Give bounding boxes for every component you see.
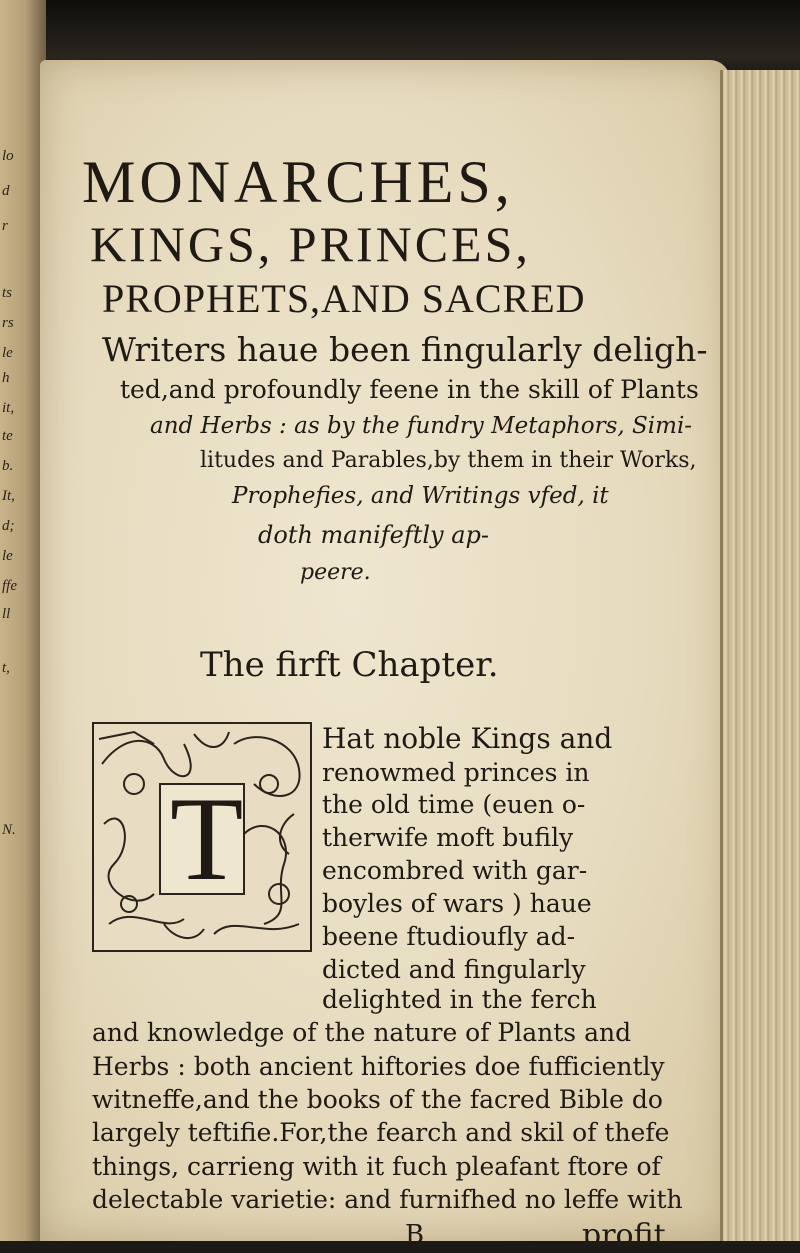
body-line: therwife moft bufily	[322, 823, 574, 852]
margin-fragment: rs	[2, 315, 14, 331]
heading-line-2: KINGS, PRINCES,	[90, 216, 531, 272]
body-line: delighted in the ferch	[322, 985, 597, 1014]
margin-fragment: ts	[2, 285, 13, 301]
heading-line-1: MONARCHES,	[82, 149, 514, 215]
chapter-title: The firft Chapter.	[200, 645, 499, 685]
margin-fragment: h	[2, 370, 10, 386]
body-line: and knowledge of the nature of Plants and	[92, 1018, 632, 1047]
subheading-line: Prophefies, and Writings vfed, it	[232, 483, 609, 509]
margin-fragment: te	[2, 428, 13, 444]
body-line: dicted and fingularly	[322, 955, 586, 984]
body-line: encombred with gar-	[322, 856, 588, 885]
decorated-initial	[92, 722, 312, 952]
body-line: things, carrieng with it fuch pleafant ftore of	[92, 1152, 661, 1181]
margin-fragment: d;	[2, 518, 15, 534]
margin-fragment: b.	[2, 458, 14, 474]
margin-fragment: it,	[2, 400, 15, 416]
heading-line-3: PROPHETS,AND SACRED	[102, 276, 586, 321]
margin-fragment: It,	[2, 488, 15, 504]
subheading-line: ted,and profoundly feene in the skill of Plants	[120, 375, 699, 404]
body-line: largely teftifie.For,the fearch and skil of thefe	[92, 1118, 670, 1147]
initial-letter: T	[170, 772, 244, 905]
body-line: Herbs : both ancient hiftories doe fufficiently	[92, 1052, 665, 1081]
margin-fragment: le	[2, 345, 13, 361]
body-line: boyles of wars ) haue	[322, 889, 592, 918]
margin-fragment: le	[2, 548, 13, 564]
margin-fragment: r	[2, 218, 8, 234]
body-line: the old time (euen o-	[322, 790, 586, 819]
margin-fragment: ffe	[2, 578, 17, 594]
margin-fragment: lo	[2, 148, 14, 164]
subheading-line: litudes and Parables,by them in their Works,	[200, 448, 697, 473]
catchword: profit	[582, 1218, 666, 1253]
body-line: Hat noble Kings and	[322, 722, 613, 755]
margin-fragment: ll	[2, 606, 11, 622]
body-line: delectable varietie: and furnifhed no leffe with	[92, 1185, 683, 1214]
margin-fragment: t,	[2, 660, 10, 676]
body-line: witneffe,and the books of the facred Bible do	[92, 1085, 663, 1114]
subheading-line: and Herbs : as by the fundry Metaphors, Simi-	[150, 413, 693, 439]
body-line: beene ftudioufly ad-	[322, 922, 576, 951]
page-stack-edge	[720, 70, 800, 1241]
body-line: renowmed princes in	[322, 758, 590, 787]
subheading-line: Writers haue been fingularly deligh-	[102, 330, 708, 369]
margin-fragment: d	[2, 183, 10, 199]
margin-fragment: N.	[2, 822, 16, 838]
subheading-line: peere.	[300, 560, 371, 585]
signature-mark: B	[405, 1220, 425, 1250]
subheading-line: doth manifeftly ap-	[258, 521, 489, 549]
